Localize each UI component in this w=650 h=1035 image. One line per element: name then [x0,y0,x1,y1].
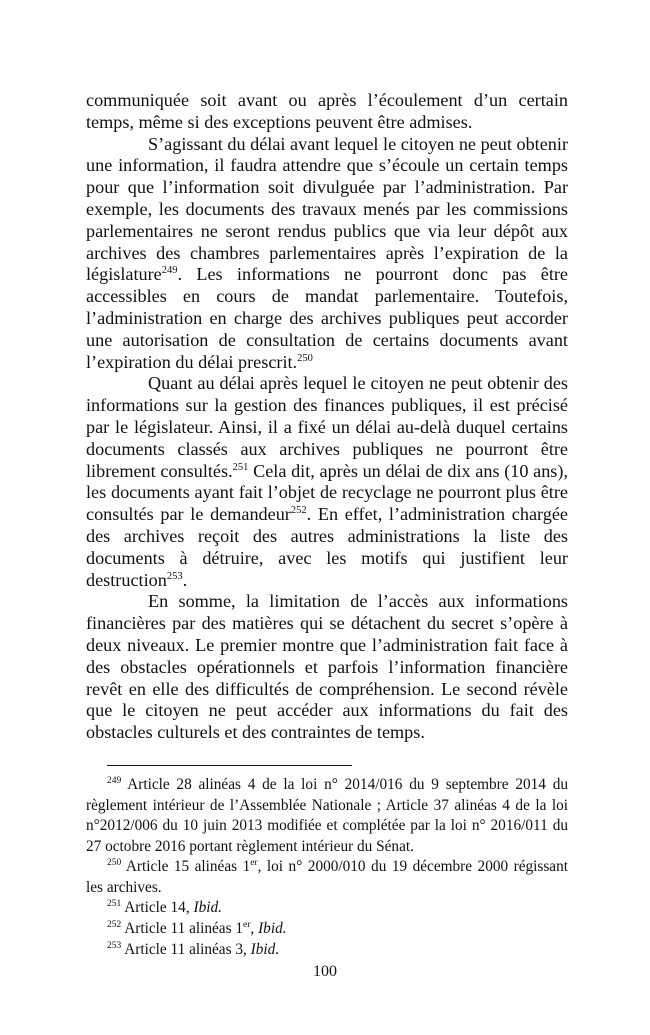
footnote-ref-249[interactable]: 249 [161,265,178,277]
footnote-252-text-a: Article 11 alinéas 1 [121,920,244,938]
paragraph-2-text-a: S’agissant du délai avant lequel le citoyen ne peut obtenir une information, il faudra attendre que s’écoule un certain temps pour que l’information soit divulguée par l’administration. Par exemple, les documents des travaux menés par les commissions parlementaires ne seront rendus publics que via leur dépôt aux archives des chambres parlementaires après l’expiration de la législature [86,133,568,285]
footnote-249 [86,775,568,857]
footnote-251 [86,898,568,919]
paragraph-3-text-d: . [182,569,188,590]
paragraph-3-text-c: . En effet, l’administration chargée des archives reçoit des autres administrations la liste des documents à détruire, avec les motifs qui justifient leur destruction [86,504,568,590]
paragraph-1 [86,90,568,134]
page-number: 100 [313,963,337,980]
footnote-ref-251[interactable]: 251 [232,461,249,473]
footnote-252-text-b: , [250,920,259,938]
footnote-separator [107,765,352,766]
footnote-253-text: Article 11 alinéas 3, [121,940,251,958]
footnote-250 [86,857,568,898]
footnote-number-249: 249 [107,775,122,786]
footnote-253 [86,940,568,961]
paragraph-2-text-b: . Les informations ne pourront donc pas être accessibles en cours de mandat parlementaire. Toutefois, l’administration en charge des archives publiques peut accorder une autorisation de consultation de certains documents avant l’expiration du délai prescrit. [86,264,568,372]
footnote-number-250: 250 [107,858,122,869]
paragraph-4-text: En somme, la limitation de l’accès aux informations financières par des matières qui se détachent du secret s’opère à deux niveaux. Le premier montre que l’administration fait face à des obstacles opérationnels et parfois l’information financière revêt en elle des difficultés de compréhension. Le second révèle que le citoyen ne peut accéder aux informations du fait des obstacles culturels et des contraintes de temps. [86,591,568,743]
main-text [86,90,568,744]
paragraph-3-text-b: Cela dit, après un délai de dix ans (10 ans), les documents ayant fait l’objet de recyclage ne pourront plus être consultés par le demandeur [86,460,568,525]
footnote-251-ibid: Ibid. [193,899,222,917]
page-content [86,90,568,960]
footnote-250-superscript: er [250,858,258,869]
paragraph-2 [86,134,568,374]
footnotes [86,775,568,960]
footnote-250-text-a: Article 15 alinéas 1 [121,858,251,876]
paragraph-4 [86,591,568,744]
footnote-252-ibid: Ibid. [258,920,287,938]
footnote-number-251: 251 [107,899,122,910]
footnote-number-253: 253 [107,940,122,951]
footnote-ref-250[interactable]: 250 [297,352,313,364]
footnote-number-252: 252 [107,920,122,931]
footnote-252 [86,919,568,940]
footnote-249-text: Article 28 alinéas 4 de la loi n° 2014/016 du 9 septembre 2014 du règlement intérieur de l’Assemblée Nationale ; Article 37 alinéas 4 de la loi n°2012/006 du 10 juin 2013 modifiée et complétée par la loi n° 2016/011 du 27 octobre 2016 portant règlement intérieur du Sénat. [86,775,568,855]
footnote-250-text-b: , loi n° 2000/010 du 19 décembre 2000 régissant les archives. [86,858,568,896]
footnote-253-ibid: Ibid. [250,940,280,958]
footnote-ref-252[interactable]: 252 [290,505,307,517]
paragraph-3 [86,373,568,591]
footnote-ref-253[interactable]: 253 [166,570,183,582]
paragraph-3-text-a: Quant au délai après lequel le citoyen ne peut obtenir des informations sur la gestion des finances publiques, il est précisé par le législateur. Ainsi, il a fixé un délai au-delà duquel certains documents classés aux archives publiques ne pourront être librement consultés. [86,373,568,481]
footnote-251-text: Article 14, [121,899,194,917]
paragraph-1-text: communiquée soit avant ou après l’écoulement d’un certain temps, même si des exceptions peuvent être admises. [86,90,568,132]
footnote-252-superscript: er [243,920,251,931]
